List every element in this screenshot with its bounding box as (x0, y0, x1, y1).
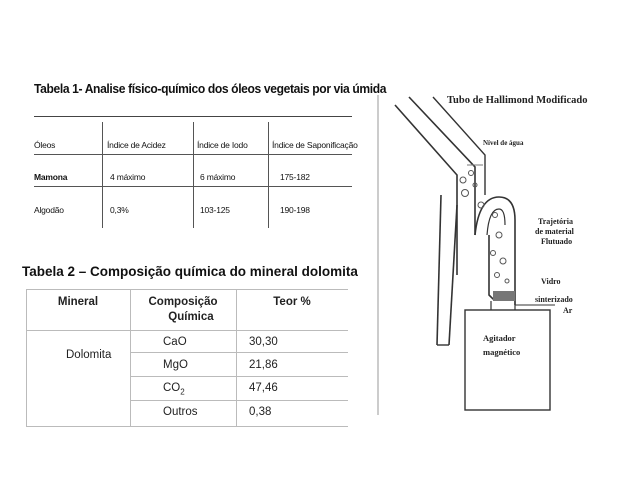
table2-cell-mineral: Dolomita (66, 349, 112, 361)
table1-cell-acidez: 0,3% (110, 205, 129, 215)
table2-cell-composto: MgO (163, 359, 188, 371)
table2-row-divider (130, 400, 348, 401)
table1-col-divider (268, 122, 269, 228)
trajectory-label-1: Trajetória (538, 217, 573, 226)
table2-co2-subscript: 2 (180, 387, 185, 397)
table2-col-divider (236, 289, 237, 427)
table1-cell-saponificacao: 190-198 (280, 205, 310, 215)
trajectory-label-3: Flutuado (541, 237, 573, 246)
table1-cell-oil-name: Algodão (34, 205, 64, 215)
table2-cell-teor: 0,38 (249, 406, 272, 418)
table2-header-teor: Teor % (273, 296, 311, 308)
table1-cell-acidez: 4 máximo (110, 172, 146, 182)
table1-top-rule (34, 116, 352, 117)
trajectory-label-2: de material (535, 227, 574, 236)
table1-col-divider (193, 122, 194, 228)
table2-header-mineral: Mineral (57, 296, 99, 308)
table1-header-acidez: Índice de Acidez (107, 140, 166, 150)
table2-cell-teor: 30,30 (249, 336, 278, 348)
stirrer-label-1: Agitador (483, 333, 516, 343)
table2-cell-composto (163, 382, 185, 396)
table2-co2-base: CO (163, 382, 181, 394)
table1-cell-iodo: 6 máximo (200, 172, 236, 182)
hallimond-tube-drawing (375, 85, 625, 415)
table2-col-divider (130, 289, 131, 427)
table1-header-oleos: Óleos (34, 140, 56, 150)
glass-label-2: sinterizado (535, 295, 573, 304)
diagram-title: Tubo de Hallimond Modificado (447, 95, 588, 106)
table2-row-divider (130, 376, 348, 377)
table1-cell-oil-name: Mamona (34, 172, 68, 182)
water-level-label: Nível de água (483, 139, 524, 147)
table1-header-iodo: Índice de Iodo (197, 140, 248, 150)
table1-cell-saponificacao: 175-182 (280, 172, 310, 182)
table2-header-divider (26, 330, 348, 331)
table1-cell-iodo: 103-125 (200, 205, 230, 215)
table1-header-saponificacao: Índice de Saponificação (272, 140, 358, 150)
glass-label-1: Vidro (541, 277, 561, 286)
gas-label: Ar (563, 306, 573, 315)
table2-cell-teor: 47,46 (249, 382, 278, 394)
table2-header-quimica: Química (168, 311, 214, 323)
table1-title: Tabela 1- Analise físico-químico dos óleos vegetais por via úmida (34, 81, 387, 96)
table2-cell-teor: 21,86 (249, 359, 278, 371)
table1-row-divider (34, 186, 352, 187)
table1-row-divider (34, 154, 352, 155)
table2-header-composicao: Composição (148, 296, 218, 308)
table2-cell-composto: Outros (163, 406, 198, 418)
table1-col-divider (102, 122, 103, 228)
hallimond-tube-diagram (375, 85, 625, 415)
table2-row-divider (130, 352, 348, 353)
stirrer-label-2: magnético (483, 347, 521, 357)
table2-cell-composto: CaO (163, 336, 187, 348)
table2-title: Tabela 2 – Composição química do mineral dolomita (22, 264, 358, 279)
